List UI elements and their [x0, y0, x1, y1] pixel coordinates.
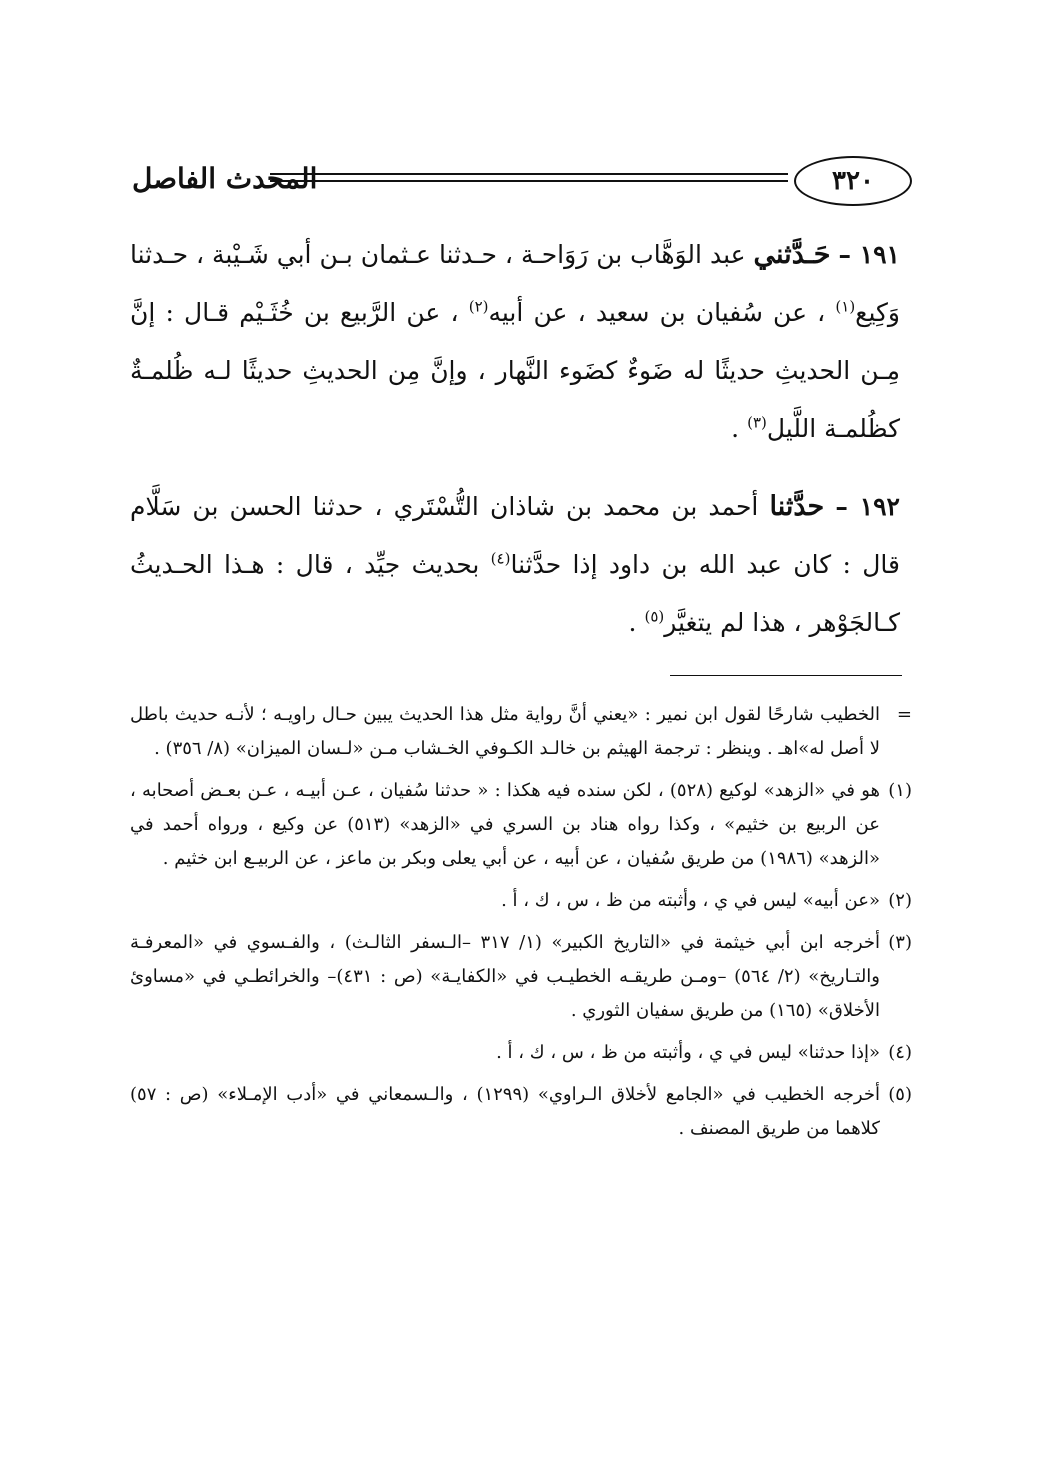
footnote-marker: = — [896, 704, 912, 725]
hadith-number: ١٩١ – — [838, 240, 900, 269]
hadith-text: عبد الوَهَّاب بن رَوَاحـة ، حـدثنا عـثمان بـن أبي شَـيْبة ، حـدثنا وَكِيع — [130, 240, 900, 327]
footnote-ref[interactable]: (٣) — [747, 413, 767, 432]
hadith-text: ، عن الرَّبيع بن خُثَـيْم قـال : إنَّ مِـن الحديثِ حديثًا له ضَوءٌ كضَوء النَّهار ، وإنَّ مِن الحديثِ حديثًا لـه ظُلمـةٌ كظُلمـة اللَّيل — [130, 298, 900, 443]
footnote-text: هو في «الزهد» لوكيع (٥٢٨) ، لكن سنده فيه هكذا : « حدثنا سُفيان ، عـن أبيـه ، عـن بعـض أصحابه ، عن الربيع بن خثيم» ، وكذا رواه هناد بن السري في «الزهد» (٥١٣) عن وكيع ، ورواه أحمد في «الزهد» (١٩٨٦) من طريق سُفيان ، عن أبيه ، عن أبي يعلى وبكر بن ماعز ، عن الربيـع ابن خثيم . — [130, 780, 880, 869]
hadith-191 — [130, 226, 900, 458]
hadith-text: . — [731, 414, 740, 443]
hadith-192 — [130, 478, 900, 652]
footnote-continuation — [130, 698, 912, 766]
footnote-text: أخرجه ابن أبي خيثمة في «التاريخ الكبير» (١/ ٣١٧ –الـسفر الثالـث) ، والفـسوي في «المعرفـة والتـاريخ» (٢/ ٥٦٤) –ومـن طريقـه الخطيـب في «الكفايـة» (ص : ٤٣١)– والخرائطـي في «مساوئ الأخلاق» (١٦٥) من طريق سفيان الثوري . — [130, 932, 880, 1021]
main-text — [130, 226, 900, 652]
footnote-2 — [130, 884, 912, 918]
footnote-ref[interactable]: (٥) — [644, 607, 665, 626]
footnote-text: «عن أبيه» ليس في ي ، وأثبته من ظ ، س ، ك ، أ . — [501, 890, 880, 911]
footnote-5 — [130, 1078, 912, 1146]
page-header — [120, 156, 912, 214]
footnotes — [130, 698, 912, 1154]
hadith-text: . — [628, 608, 637, 637]
footnote-text: الخطيب شارحًا لقول ابن نمير : «يعني أنَّ رواية مثل هذا الحديث يبين حـال راويـه ؛ لأنـه حديث باطل لا أصل له»اهـ . وينظر : ترجمة الهيثم بن خالـد الكـوفي الخـشاب مـن «لـسان الميزان» (٨/ ٣٥٦) . — [130, 704, 880, 759]
page-number-oval — [794, 156, 912, 206]
footnote-marker: (٢) — [888, 890, 912, 911]
footnote-marker: (٥) — [888, 1084, 912, 1105]
tahdith-word: حدَّثنا — [769, 491, 825, 522]
footnote-ref[interactable]: (١) — [835, 297, 856, 316]
footnote-ref[interactable]: (٢) — [468, 297, 489, 316]
footnote-1 — [130, 774, 912, 876]
footnote-text: «إذا حدثنا» ليس في ي ، وأثبته من ظ ، س ، ك ، أ . — [496, 1042, 880, 1063]
footnote-marker: (٣) — [888, 932, 912, 953]
book-title: المحدث الفاصل — [132, 162, 318, 195]
hadith-number: ١٩٢ – — [835, 492, 900, 521]
footnote-marker: (١) — [888, 780, 912, 801]
header-double-rule — [270, 173, 788, 182]
footnote-text: أخرجه الخطيب في «الجامع لأخلاق الـراوي» (١٢٩٩) ، والـسمعاني في «أدب الإمـلاء» (ص : ٥٧) كلاهما من طريق المصنف . — [130, 1084, 880, 1139]
footnote-4 — [130, 1036, 912, 1070]
hadith-text: ، عن سُفيان بن سعيد ، عن أبيه — [488, 298, 826, 327]
page-number: ٣٢٠ — [832, 166, 874, 196]
footnote-ref[interactable]: (٤) — [490, 549, 511, 568]
hadith-text: بحديث جيِّد ، قال : هـذا الحـديثُ كـالجَوْهر ، هذا لم يتغيَّر — [130, 550, 900, 637]
footnote-marker: (٤) — [888, 1042, 912, 1063]
tahdith-word: حَـدَّثني — [753, 239, 831, 270]
footnote-separator — [670, 675, 902, 676]
footnote-3 — [130, 926, 912, 1028]
hadith-text: أحمد بن محمد بن شاذان التُّسْتَري ، حدثنا الحسن بن سَلَّام قال : كان عبد الله بن داود إذا حدَّثنا — [130, 492, 900, 579]
